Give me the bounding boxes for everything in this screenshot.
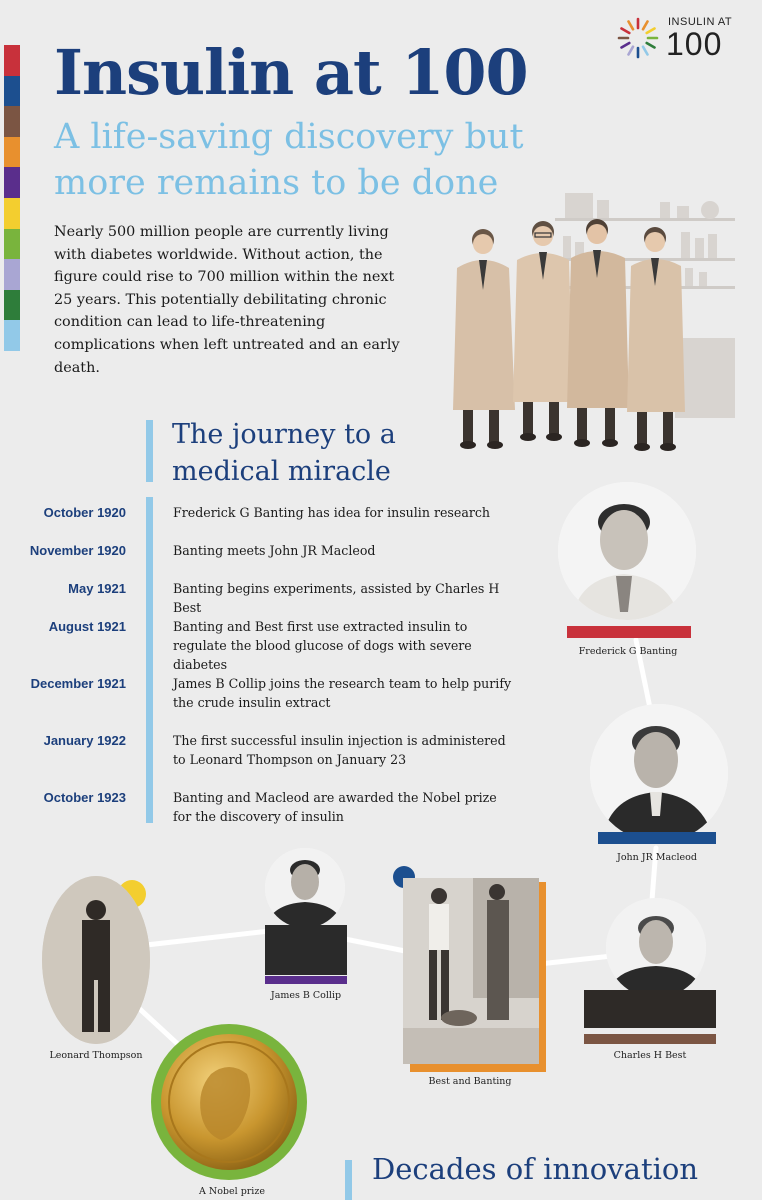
best-caption: Charles H Best [613,1050,687,1061]
thompson-portrait [42,876,150,1044]
best-bar [584,1034,716,1044]
macleod-portrait [590,704,728,842]
banting-photo [558,482,696,620]
banting-portrait [558,482,696,620]
timeline-date: August 1921 [48,619,126,634]
timeline-date: January 1922 [43,733,126,748]
intro-paragraph: Nearly 500 million people are currently living with diabetes worldwide. Without action, the figure could rise to 700 million within the next 25 years. This potentially debilitating chronic condition can lead to life-threatening complications when left untreated and an early death. [54,224,400,376]
timeline-date: November 1920 [29,543,126,558]
timeline-date: October 1920 [43,505,126,520]
timeline-event: Banting and Best first use extracted insulin to regulate the blood glucose of dogs with severe diabetes [173,619,472,672]
timeline-date: October 1923 [43,790,126,805]
timeline-event: James B Collip joins the research team to help purify the crude insulin extract [173,676,512,710]
timeline-event: Banting begins experiments, assisted by Charles H Best [173,581,500,615]
collip-bar [265,976,347,984]
collip-portrait [265,848,345,928]
timeline-event: Banting and Macleod are awarded the Nobel prize for the discovery of insulin [173,790,497,824]
best-banting-caption: Best and Banting [428,1076,512,1087]
thompson-photo [42,876,150,1044]
timeline-event: Banting meets John JR Macleod [173,543,376,558]
banting-bar [567,626,691,638]
macleod-photo [590,704,728,842]
medal-icon [151,1024,307,1180]
thompson-caption: Leonard Thompson [49,1050,143,1061]
best-photo-band [584,990,716,1028]
collip-photo-base [265,925,347,975]
collip-photo [265,848,345,928]
timeline-event: The first successful insulin injection is administered to Leonard Thompson on January 23 [173,733,506,767]
nobel-medal [151,1024,307,1180]
page-title: Insulin at 100 [54,36,528,109]
banting-caption: Frederick G Banting [578,646,678,657]
nobel-caption: A Nobel prize [199,1186,265,1197]
journey-title: The journey to a medical miracle [172,419,396,487]
page-subtitle: A life-saving discovery but more remains to be done [54,117,524,203]
logo-small-text: INSULIN AT [668,16,733,28]
decades-title-line [345,1160,352,1200]
macleod-bar [598,832,716,844]
decades-title: Decades of innovation [372,1152,699,1186]
timeline-date: December 1921 [30,676,126,691]
best-banting-image [403,878,539,1064]
collip-caption: James B Collip [270,990,342,1001]
timeline-date: May 1921 [68,581,126,596]
best-portrait [606,898,706,998]
logo-big-text: 100 [666,26,723,62]
macleod-caption: John JR Macleod [617,852,697,863]
timeline-event: Frederick G Banting has idea for insulin research [173,505,491,520]
best-banting-photo [403,878,539,1064]
best-photo [606,898,706,998]
